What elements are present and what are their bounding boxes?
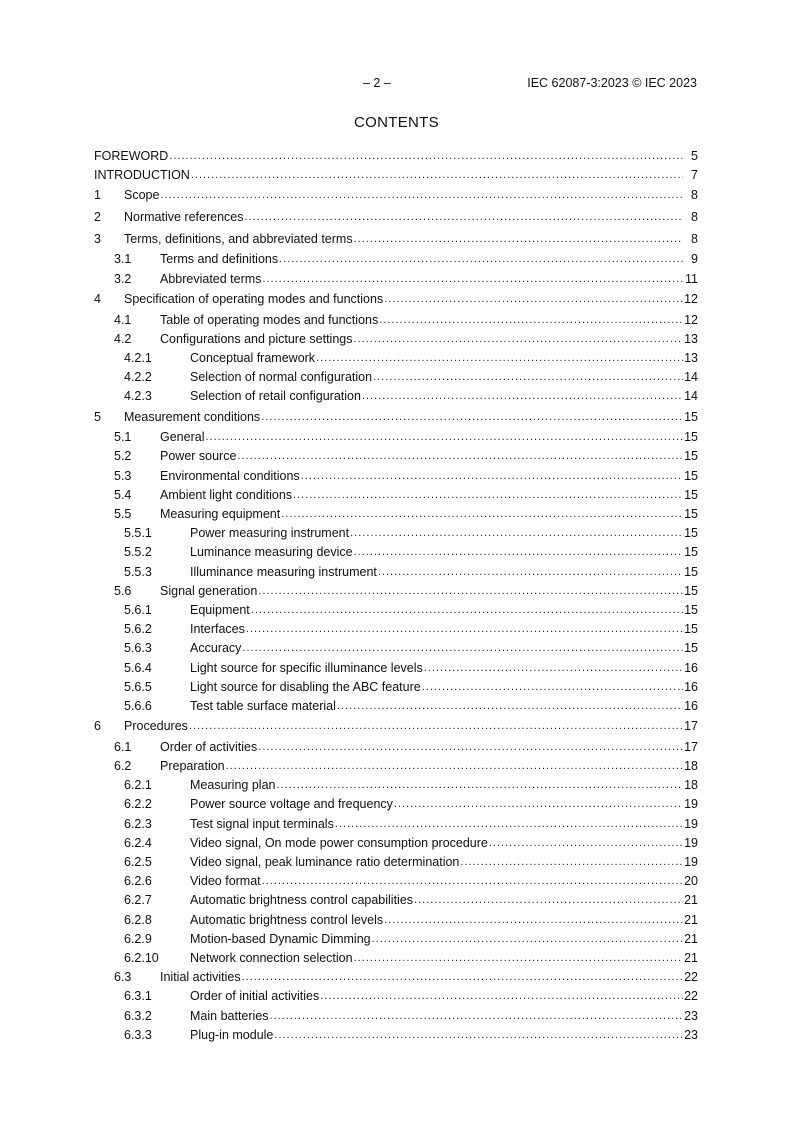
toc-entry-label: Measuring plan	[190, 778, 276, 793]
toc-entry-label: Motion-based Dynamic Dimming	[190, 931, 371, 946]
toc-entry-number: 5.5.3	[124, 564, 152, 579]
toc-leader-dots	[373, 371, 683, 383]
toc-entry-page: 15	[684, 583, 698, 598]
toc-leader-dots	[422, 681, 683, 693]
toc-entry-page: 21	[684, 912, 698, 927]
toc-leader-dots	[372, 933, 683, 945]
toc-entry-page: 15	[684, 526, 698, 541]
toc-entry-number: 4.1	[114, 312, 132, 327]
toc-leader-dots	[379, 314, 683, 326]
toc-entry[interactable]	[94, 466, 698, 485]
toc-entry-label: Light source for specific illuminance levels	[190, 660, 423, 675]
toc-entry-label: Video format	[190, 874, 261, 889]
toc-entry-label: General	[160, 430, 205, 445]
toc-entry-label: FOREWORD	[94, 148, 169, 163]
toc-entry-label: Plug-in module	[190, 1027, 274, 1042]
toc-entry-page: 14	[684, 389, 698, 404]
toc-entry[interactable]	[94, 658, 698, 677]
toc-entry-number: 6.2.8	[124, 912, 152, 927]
toc-entry-label: Power source	[160, 449, 237, 464]
toc-entry-number: 5.6.1	[124, 602, 152, 617]
toc-leader-dots	[316, 352, 683, 364]
toc-leader-dots	[262, 273, 683, 285]
toc-entry-label: Network connection selection	[190, 950, 353, 965]
page-title: CONTENTS	[354, 114, 439, 131]
toc-leader-dots	[276, 779, 683, 791]
toc-entry-number: 4	[94, 292, 101, 307]
toc-entry[interactable]	[94, 1006, 698, 1025]
toc-entry-label: Ambient light conditions	[160, 487, 293, 502]
toc-leader-dots	[261, 411, 683, 423]
toc-leader-dots	[320, 990, 683, 1002]
toc-entry-number: 6.2	[114, 759, 132, 774]
toc-entry-number: 4.2.1	[124, 350, 152, 365]
toc-leader-dots	[424, 662, 683, 674]
toc-entry[interactable]	[94, 737, 698, 756]
toc-entry-page: 13	[684, 331, 698, 346]
toc-entry-label: Accuracy	[190, 641, 242, 656]
toc-entry-page: 20	[684, 874, 698, 889]
toc-entry-page: 8	[691, 231, 698, 246]
toc-entry[interactable]	[94, 872, 698, 891]
toc-entry-page: 18	[684, 778, 698, 793]
toc-entry-page: 15	[684, 622, 698, 637]
toc-leader-dots	[279, 253, 683, 265]
toc-entry[interactable]	[94, 600, 698, 619]
toc-entry-number: 5	[94, 409, 101, 424]
toc-entry-page: 15	[684, 545, 698, 560]
toc-entry[interactable]	[94, 543, 698, 562]
toc-entry[interactable]	[94, 756, 698, 775]
toc-entry-number: 5.5	[114, 507, 132, 522]
toc-entry-number: 6.2.6	[124, 874, 152, 889]
toc-leader-dots	[394, 798, 683, 810]
toc-entry-page: 15	[684, 409, 698, 424]
toc-leader-dots	[258, 741, 683, 753]
toc-entry-page: 5	[691, 148, 698, 163]
toc-entry-label: Test signal input terminals	[190, 816, 334, 831]
toc-entry-page: 15	[684, 468, 698, 483]
toc-entry-page: 22	[684, 970, 698, 985]
toc-entry-page: 17	[684, 719, 698, 734]
toc-entry[interactable]	[94, 987, 698, 1006]
toc-leader-dots	[337, 700, 683, 712]
toc-entry-page: 19	[684, 855, 698, 869]
toc-leader-dots	[226, 760, 683, 772]
toc-entry-number: 4.2.2	[124, 370, 152, 385]
toc-entry-label: Equipment	[190, 602, 250, 617]
toc-entry-label: Automatic brightness control levels	[190, 912, 384, 927]
toc-entry-page: 16	[684, 698, 698, 713]
toc-entry-number: 5.4	[114, 487, 132, 502]
toc-entry-label: Main batteries	[190, 1008, 269, 1023]
toc-entry-label: Video signal, peak luminance ratio determination	[190, 855, 460, 869]
toc-entry[interactable]	[94, 968, 698, 987]
toc-entry-page: 21	[684, 893, 698, 908]
toc-leader-dots	[262, 875, 683, 887]
toc-entry-label: Measuring equipment	[160, 507, 281, 522]
toc-entry-number: 2	[94, 210, 101, 225]
toc-entry[interactable]	[94, 485, 698, 504]
toc-entry-number: 4.2	[114, 331, 132, 346]
toc-leader-dots	[460, 856, 683, 868]
toc-entry[interactable]	[94, 524, 698, 543]
toc-entry-number: 5.6.2	[124, 622, 152, 637]
toc-leader-dots	[489, 837, 683, 849]
toc-entry[interactable]	[94, 146, 698, 165]
toc-entry-page: 8	[691, 210, 698, 225]
toc-entry-label: Light source for disabling the ABC feature	[190, 679, 421, 694]
toc-entry[interactable]	[94, 562, 698, 581]
toc-leader-dots	[384, 914, 683, 926]
toc-entry[interactable]	[94, 387, 698, 406]
toc-entry-label: Selection of normal configuration	[190, 370, 373, 385]
toc-leader-dots	[258, 585, 683, 597]
toc-entry-number: 5.6.5	[124, 679, 152, 694]
table-of-contents	[94, 146, 698, 1044]
toc-entry[interactable]	[94, 776, 698, 795]
toc-leader-dots	[350, 527, 683, 539]
toc-entry-page: 19	[684, 797, 698, 812]
toc-entry[interactable]	[94, 795, 698, 814]
toc-leader-dots	[274, 1029, 683, 1041]
toc-entry-number: 6.2.4	[124, 835, 152, 850]
toc-entry[interactable]	[94, 639, 698, 658]
toc-entry-label: Preparation	[160, 759, 225, 774]
toc-entry[interactable]	[94, 1025, 698, 1044]
toc-entry[interactable]	[94, 677, 698, 696]
toc-entry-label: Abbreviated terms	[160, 271, 262, 286]
toc-entry-number: 6.2.3	[124, 816, 152, 831]
toc-entry-page: 23	[684, 1027, 698, 1042]
toc-entry[interactable]	[94, 288, 698, 310]
toc-entry-number: 5.5.1	[124, 526, 152, 541]
toc-leader-dots	[293, 489, 683, 501]
toc-entry-number: 4.2.3	[124, 389, 152, 404]
toc-entry-page: 14	[684, 370, 698, 385]
toc-leader-dots	[378, 566, 683, 578]
toc-entry-number: 5.6.6	[124, 698, 152, 713]
toc-leader-dots	[245, 211, 684, 223]
toc-entry[interactable]	[94, 696, 698, 715]
toc-leader-dots	[301, 470, 683, 482]
toc-entry[interactable]	[94, 310, 698, 329]
toc-entry-label: Terms, definitions, and abbreviated terms	[124, 231, 353, 246]
toc-entry-number: 5.2	[114, 449, 132, 464]
toc-entry-number: 6.1	[114, 739, 132, 754]
toc-entry-page: 17	[684, 739, 698, 754]
toc-entry[interactable]	[94, 715, 698, 737]
toc-leader-dots	[246, 623, 683, 635]
toc-entry-page: 23	[684, 1008, 698, 1023]
toc-entry-page: 13	[684, 350, 698, 365]
toc-entry[interactable]	[94, 814, 698, 833]
toc-entry-label: Signal generation	[160, 583, 258, 598]
toc-entry[interactable]	[94, 852, 698, 871]
toc-leader-dots	[384, 293, 683, 305]
toc-entry-page: 21	[684, 931, 698, 946]
toc-entry-label: Interfaces	[190, 622, 245, 637]
toc-entry-label: Environmental conditions	[160, 468, 300, 483]
toc-entry-number: 3.2	[114, 271, 132, 286]
toc-leader-dots	[362, 390, 683, 402]
toc-entry[interactable]	[94, 581, 698, 600]
toc-leader-dots	[354, 233, 683, 245]
toc-entry-page: 15	[684, 449, 698, 464]
toc-entry-label: Procedures	[124, 719, 188, 734]
toc-entry[interactable]	[94, 348, 698, 367]
toc-entry-page: 18	[684, 759, 698, 774]
toc-entry[interactable]	[94, 929, 698, 948]
toc-entry-number: 1	[94, 188, 101, 203]
toc-entry-label: Specification of operating modes and functions	[124, 292, 384, 307]
toc-entry-label: INTRODUCTION	[94, 167, 190, 182]
toc-entry[interactable]	[94, 833, 698, 852]
toc-leader-dots	[242, 642, 683, 654]
toc-entry-number: 6.3.2	[124, 1008, 152, 1023]
toc-entry-label: Table of operating modes and functions	[160, 312, 379, 327]
toc-entry-number: 6.2.1	[124, 778, 152, 793]
toc-leader-dots	[335, 818, 683, 830]
toc-entry-page: 12	[684, 292, 698, 307]
toc-entry-page: 15	[684, 487, 698, 502]
toc-entry-number: 6.2.5	[124, 855, 152, 869]
toc-entry-number: 6	[94, 719, 101, 734]
toc-entry-label: Terms and definitions	[160, 252, 279, 267]
page-number: – 2 –	[363, 76, 391, 90]
toc-leader-dots	[160, 189, 683, 201]
toc-entry-label: Video signal, On mode power consumption procedure	[190, 835, 488, 850]
toc-entry[interactable]	[94, 184, 698, 206]
toc-entry-number: 5.6.4	[124, 660, 152, 675]
toc-entry-number: 5.1	[114, 430, 132, 445]
toc-entry-page: 12	[684, 312, 698, 327]
toc-entry-label: Test table surface material	[190, 698, 336, 713]
toc-entry-page: 15	[684, 430, 698, 445]
toc-entry-page: 11	[685, 271, 698, 286]
toc-leader-dots	[414, 894, 683, 906]
toc-entry-label: Initial activities	[160, 970, 241, 985]
toc-leader-dots	[242, 971, 683, 983]
toc-entry-number: 5.6.3	[124, 641, 152, 656]
toc-entry-label: Conceptual framework	[190, 350, 316, 365]
toc-entry-page: 16	[684, 660, 698, 675]
toc-leader-dots	[189, 720, 683, 732]
toc-entry-label: Normative references	[124, 210, 244, 225]
document-reference: IEC 62087-3:2023 © IEC 2023	[527, 76, 697, 90]
toc-entry[interactable]	[94, 368, 698, 387]
toc-entry[interactable]	[94, 891, 698, 910]
toc-entry[interactable]	[94, 250, 698, 269]
toc-leader-dots	[205, 431, 683, 443]
toc-entry-number: 6.2.7	[124, 893, 152, 908]
toc-entry[interactable]	[94, 206, 698, 228]
toc-leader-dots	[169, 150, 683, 162]
toc-entry[interactable]	[94, 910, 698, 929]
toc-entry-number: 6.2.2	[124, 797, 152, 812]
toc-leader-dots	[251, 604, 683, 616]
toc-leader-dots	[354, 546, 683, 558]
toc-entry-page: 8	[691, 188, 698, 203]
toc-entry-page: 22	[684, 989, 698, 1004]
toc-leader-dots	[237, 450, 683, 462]
toc-entry-label: Scope	[124, 188, 160, 203]
toc-entry-page: 15	[684, 602, 698, 617]
toc-entry-number: 5.6	[114, 583, 132, 598]
toc-entry-number: 5.3	[114, 468, 132, 483]
toc-entry-page: 9	[691, 252, 698, 267]
toc-leader-dots	[191, 169, 683, 181]
toc-leader-dots	[354, 952, 683, 964]
toc-entry-label: Order of activities	[160, 739, 258, 754]
toc-leader-dots	[281, 508, 683, 520]
toc-entry[interactable]	[94, 228, 698, 250]
toc-entry-label: Order of initial activities	[190, 989, 320, 1004]
toc-leader-dots	[270, 1010, 683, 1022]
toc-entry-label: Illuminance measuring instrument	[190, 564, 377, 579]
toc-entry-page: 15	[684, 641, 698, 656]
toc-entry-page: 19	[684, 816, 698, 831]
toc-entry-label: Power measuring instrument	[190, 526, 350, 541]
toc-leader-dots	[353, 333, 683, 345]
toc-entry-number: 5.5.2	[124, 545, 152, 560]
toc-entry[interactable]	[94, 620, 698, 639]
toc-entry-page: 7	[691, 167, 698, 182]
toc-entry-page: 15	[684, 564, 698, 579]
toc-entry[interactable]	[94, 406, 698, 428]
toc-entry-label: Luminance measuring device	[190, 545, 353, 560]
toc-entry-number: 6.3	[114, 970, 132, 985]
toc-entry[interactable]	[94, 948, 698, 967]
toc-entry[interactable]	[94, 504, 698, 523]
toc-entry-label: Power source voltage and frequency	[190, 797, 393, 812]
toc-entry[interactable]	[94, 447, 698, 466]
toc-entry-label: Selection of retail configuration	[190, 389, 361, 404]
toc-entry[interactable]	[94, 165, 698, 184]
toc-entry-number: 3.1	[114, 252, 132, 267]
toc-entry-number: 6.2.9	[124, 931, 152, 946]
toc-entry-label: Measurement conditions	[124, 409, 261, 424]
toc-entry-number: 6.3.3	[124, 1027, 152, 1042]
toc-entry-page: 19	[684, 835, 698, 850]
toc-entry-label: Automatic brightness control capabilities	[190, 893, 414, 908]
toc-entry-page: 15	[684, 507, 698, 522]
toc-entry[interactable]	[94, 428, 698, 447]
toc-entry-number: 3	[94, 231, 101, 246]
toc-entry-number: 6.2.10	[124, 950, 159, 965]
toc-entry-page: 21	[684, 950, 698, 965]
toc-entry-page: 16	[684, 679, 698, 694]
toc-entry-label: Configurations and picture settings	[160, 331, 353, 346]
toc-entry-number: 6.3.1	[124, 989, 152, 1004]
toc-entry[interactable]	[94, 269, 698, 288]
toc-entry[interactable]	[94, 329, 698, 348]
